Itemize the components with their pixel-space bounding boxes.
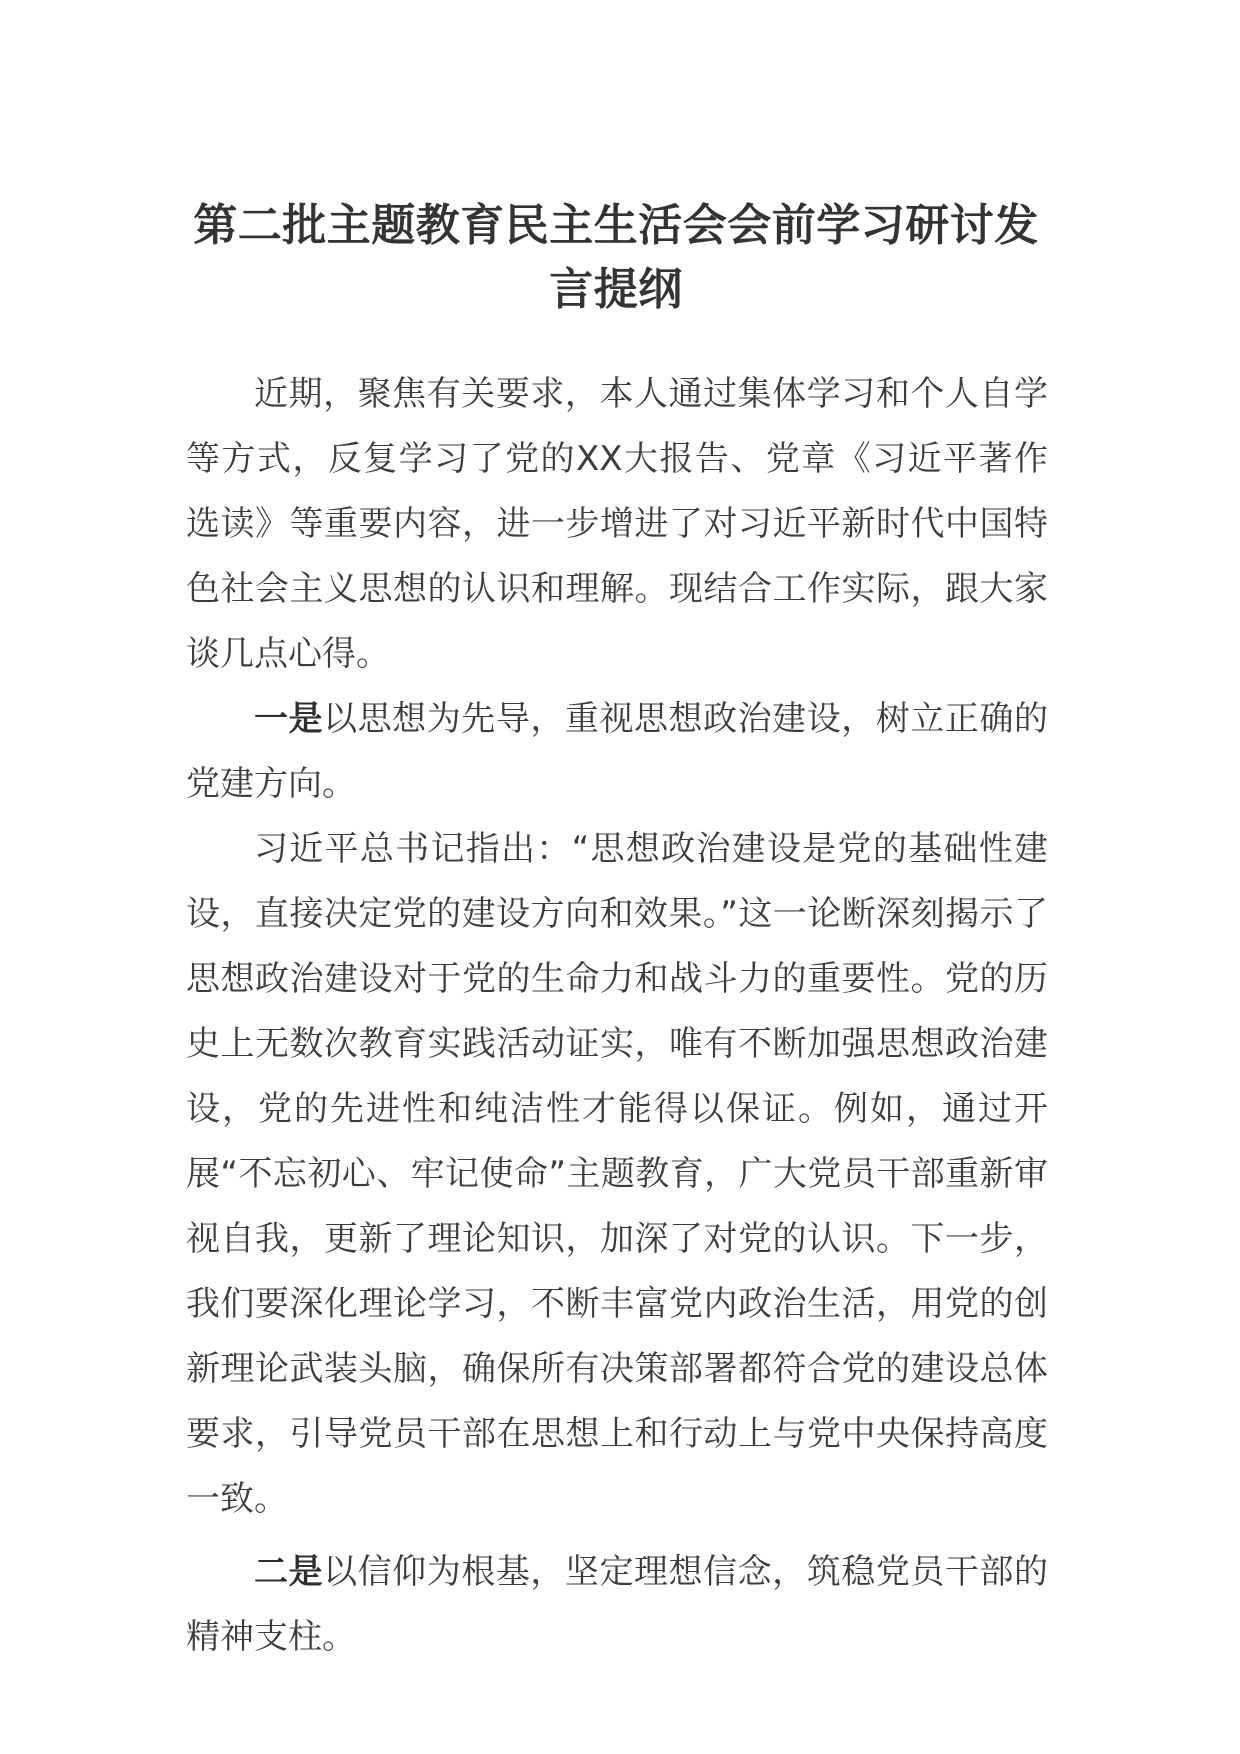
point-one-label: 一是	[254, 699, 324, 739]
point-two-text: 以信仰为根基，坚定理想信念，筑稳党员干部的精神支柱。	[186, 1552, 1049, 1657]
point-two-heading	[186, 1540, 1048, 1670]
point-two-label: 二是	[254, 1552, 324, 1592]
point-one-body-paragraph	[186, 817, 1048, 1532]
paragraph-text: 近期，聚焦有关要求，本人通过集体学习和个人自学等方式，反复学习了党的XX大报告、党章《习近平著作选读》等重要内容，进一步增进了对习近平新时代中国特色社会主义思想的认识和理解。现结合工作实际，跟大家谈几点心得。	[186, 374, 1048, 674]
intro-paragraph	[186, 362, 1048, 687]
point-one-text: 以思想为先导，重视思想政治建设，树立正确的党建方向。	[186, 699, 1049, 804]
paragraph-text: 习近平总书记指出：“思想政治建设是党的基础性建设，直接决定党的建设方向和效果。”这一论断深刻揭示了思想政治建设对于党的生命力和战斗力的重要性。党的历史上无数次教育实践活动证实，唯有不断加强思想政治建设，党的先进性和纯洁性才能得以保证。例如，通过开展“不忘初心、牢记使命”主题教育，广大党员干部重新审视自我，更新了理论知识，加深了对党的认识。下一步，我们要深化理论学习，不断丰富党内政治生活，用党的创新理论武装头脑，确保所有决策部署都符合党的建设总体要求，引导党员干部在思想上和行动上与党中央保持高度一致。	[186, 829, 1048, 1519]
point-one-heading	[186, 687, 1048, 817]
document-title: 第二批主题教育民主生活会会前学习研讨发言提纲	[193, 200, 1039, 315]
document-body	[186, 362, 1048, 1670]
